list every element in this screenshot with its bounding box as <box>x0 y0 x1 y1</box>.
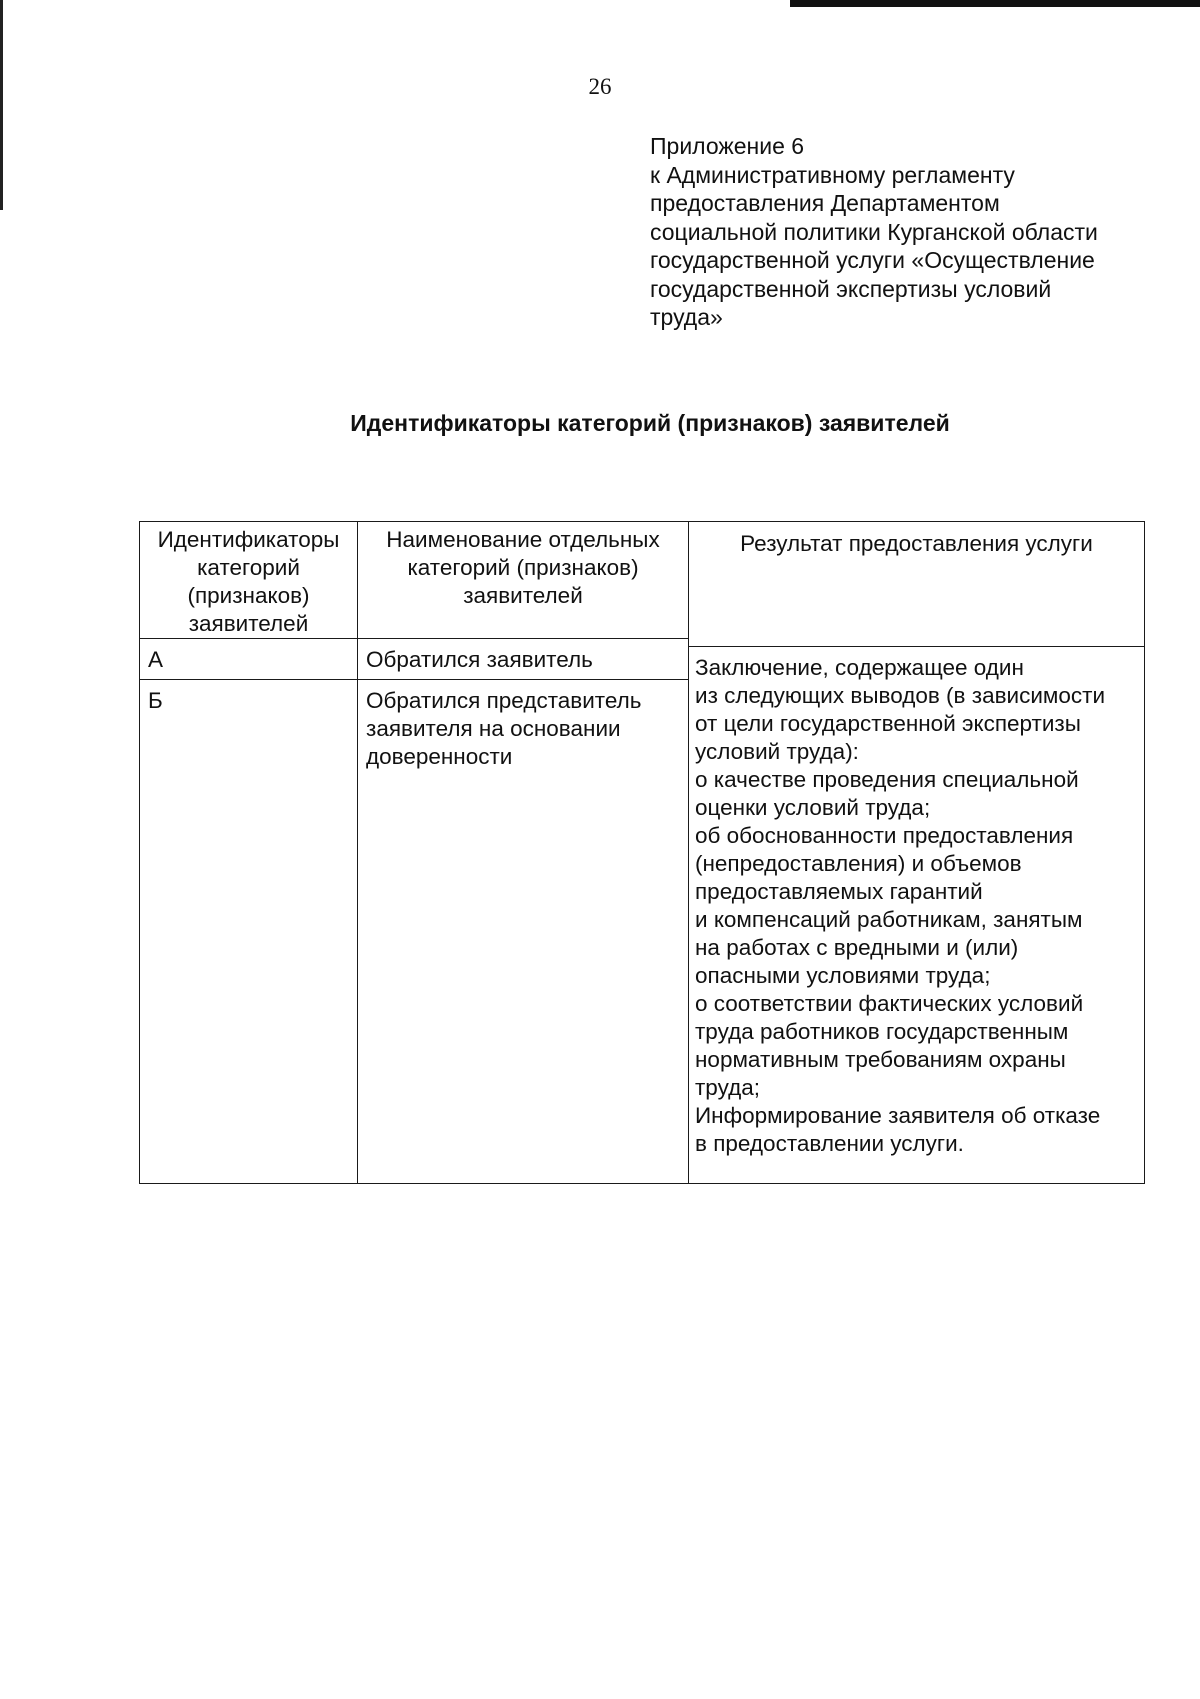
appendix-note <box>650 132 1170 332</box>
result-line: от цели государственной экспертизы <box>695 711 1081 736</box>
result-line: предоставляемых гарантий <box>695 879 983 904</box>
row-b-id: Б <box>148 688 163 713</box>
row-b-name-cell <box>357 679 689 1184</box>
row-a-id-cell <box>139 638 358 680</box>
page-number: 26 <box>588 74 612 99</box>
appendix-line: труда» <box>650 304 723 330</box>
result-line: об обоснованности предоставления <box>695 823 1074 848</box>
row-b-id-cell <box>139 679 358 1184</box>
header-identifiers-line: Идентификаторы <box>157 527 340 552</box>
result-line: (непредоставления) и объемов <box>695 851 1022 876</box>
result-line: и компенсаций работникам, занятым <box>695 907 1083 932</box>
header-identifiers-line: заявителей <box>188 611 309 636</box>
header-category-names-line: категорий (признаков) <box>407 555 639 580</box>
result-cell <box>688 646 1145 1184</box>
result-line: труда работников государственным <box>695 1019 1069 1044</box>
result-line: условий труда): <box>695 739 859 764</box>
result-line: Информирование заявителя об отказе <box>695 1103 1101 1128</box>
applicant-categories-table <box>139 521 1145 1184</box>
row-a-name-cell <box>357 638 689 680</box>
result-line: труда; <box>695 1075 760 1100</box>
header-category-names-line: заявителей <box>463 583 583 608</box>
scan-edge-left <box>0 0 3 210</box>
result-line: о качестве проведения специальной <box>695 767 1079 792</box>
header-result-line: Результат предоставления услуги <box>740 531 1093 556</box>
result-line: из следующих выводов (в зависимости <box>695 683 1106 708</box>
appendix-line: государственной экспертизы условий <box>650 275 1052 302</box>
result-line: нормативным требованиям охраны <box>695 1047 1066 1072</box>
header-cell-category-names <box>357 521 689 639</box>
result-line: оценки условий труда; <box>695 795 931 820</box>
header-identifiers-line: категорий <box>197 555 300 580</box>
row-a-name-line: Обратился заявитель <box>366 647 593 672</box>
header-category-names-line: Наименование отдельных <box>386 527 660 552</box>
document-title: Идентификаторы категорий (признаков) заявителей <box>350 410 950 436</box>
appendix-line: государственной услуги «Осуществление <box>650 247 1095 273</box>
result-line: опасными условиями труда; <box>695 963 991 988</box>
result-line: на работах с вредными и (или) <box>695 935 1019 960</box>
appendix-line: Приложение 6 <box>650 133 805 159</box>
row-b-name-line: доверенности <box>366 744 513 769</box>
result-line: о соответствии фактических условий <box>695 991 1084 1016</box>
header-cell-result <box>688 521 1145 647</box>
row-a-id: А <box>148 647 164 672</box>
appendix-line: социальной политики Курганской области <box>650 218 1098 245</box>
header-identifiers-line: (признаков) <box>187 583 310 608</box>
result-line: в предоставлении услуги. <box>695 1131 964 1156</box>
appendix-line: к Административному регламенту <box>650 161 1015 188</box>
appendix-line: предоставления Департаментом <box>650 190 1000 216</box>
row-b-name-line: заявителя на основании <box>366 716 621 741</box>
scan-edge-top <box>790 0 1200 7</box>
row-b-name-line: Обратился представитель <box>366 688 642 713</box>
header-cell-identifiers <box>139 521 358 639</box>
result-line: Заключение, содержащее один <box>695 655 1024 680</box>
